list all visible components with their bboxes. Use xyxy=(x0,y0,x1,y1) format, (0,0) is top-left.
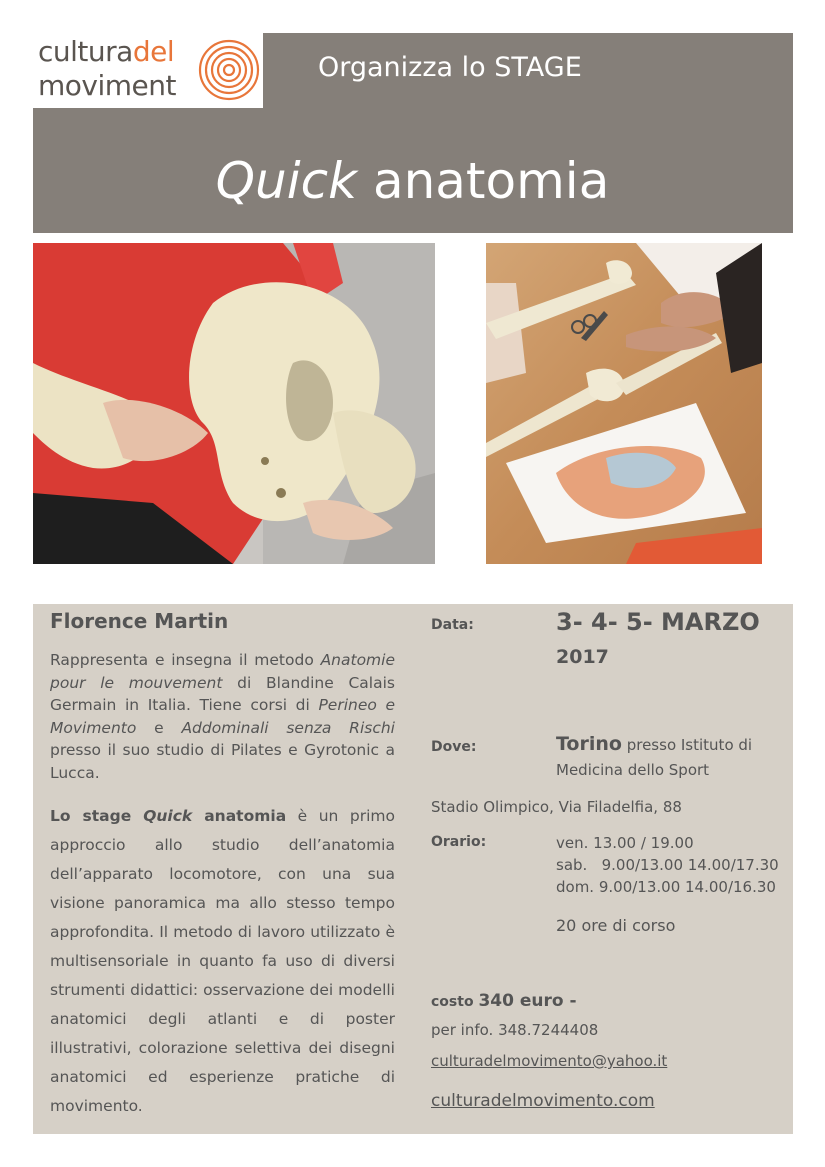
spiral-logo-icon xyxy=(198,39,260,101)
where-label: Dove: xyxy=(431,739,477,755)
presenter-bio xyxy=(50,649,395,784)
logo-word-moviment: moviment xyxy=(38,69,176,102)
hours-label: Orario: xyxy=(431,834,487,850)
hours-friday: ven. 13.00 / 19.00 xyxy=(556,834,694,852)
description-text-1: è un primo approccio allo studio dell’anatomia dell’apparato locomotore, con una sua visione panoramica ma allo stesso tempo approfondita. Il metodo di lavoro utilizzato è multisensoriale in quanto fa uso di diversi strumenti didattici: xyxy=(50,807,395,999)
title-rest: anatomia xyxy=(357,152,610,210)
bio-course-2: Addominali senza Rischi xyxy=(181,718,395,737)
lead-anatomia: anatomia xyxy=(192,807,287,825)
bio-course-1: Perineo e Movimento xyxy=(50,696,395,737)
bio-text-1: Rappresenta e insegna il metodo xyxy=(50,651,321,669)
description-text-2: osservazione dei modelli anatomici degli atlanti e di poster illustrativi, colorazione selettiva dei disegni anatomici ed esperienze pratiche di movimento. xyxy=(50,981,395,1115)
logo xyxy=(33,33,263,108)
skeleton-illustration xyxy=(486,243,762,564)
presenter-name: Florence Martin xyxy=(50,609,229,633)
website-link[interactable]: culturadelmovimento.com xyxy=(431,1091,655,1111)
logo-word-cultura: cultura xyxy=(38,35,133,68)
stage-description xyxy=(50,802,395,1121)
venue xyxy=(556,733,752,784)
logo-word-del: del xyxy=(132,35,175,68)
total-hours: 20 ore di corso xyxy=(556,916,676,935)
pelvis-illustration xyxy=(33,243,435,564)
date-year: 2017 xyxy=(556,646,609,668)
presenter-column xyxy=(50,607,395,1121)
lead-text-1: Lo stage xyxy=(50,807,144,825)
hours-sunday: dom. 9.00/13.00 14.00/16.30 xyxy=(556,878,776,896)
venue-line-1: presso Istituto di xyxy=(621,736,753,754)
cost-value: 340 euro - xyxy=(478,991,577,1011)
pelvis-photo xyxy=(33,243,435,564)
hours-schedule xyxy=(556,832,779,898)
venue-address: Stadio Olimpico, Via Filadelfia, 88 xyxy=(431,798,682,816)
info-phone: per info. 348.7244408 xyxy=(431,1021,599,1039)
hours-saturday: sab. 9.00/13.00 14.00/17.30 xyxy=(556,856,779,874)
bio-text-2: di Blandine Calais Germain in Italia. Tiene corsi di xyxy=(50,673,395,714)
bio-method: Anatomie pour le mouvement xyxy=(50,651,395,692)
venue-city: Torino xyxy=(556,733,622,755)
lead-quick: Quick xyxy=(143,807,193,825)
logo-text xyxy=(38,35,176,103)
description-lead xyxy=(50,807,286,825)
date-label: Data: xyxy=(431,617,474,633)
date-value: 3- 4- 5- MARZO xyxy=(556,608,760,636)
page-title xyxy=(0,152,825,210)
title-italic: Quick xyxy=(215,152,358,210)
bio-text-3: e xyxy=(136,718,182,737)
email-link[interactable]: culturadelmovimento@yahoo.it xyxy=(431,1052,668,1070)
skeleton-photo xyxy=(486,243,762,564)
cost-label: costo xyxy=(431,994,479,1010)
cost xyxy=(431,990,577,1013)
bio-text-4: presso il suo studio di Pilates e Gyrotonic a Lucca. xyxy=(50,741,395,782)
organizer-title: Organizza lo STAGE xyxy=(318,52,582,83)
venue-line-2: Medicina dello Sport xyxy=(556,761,710,779)
